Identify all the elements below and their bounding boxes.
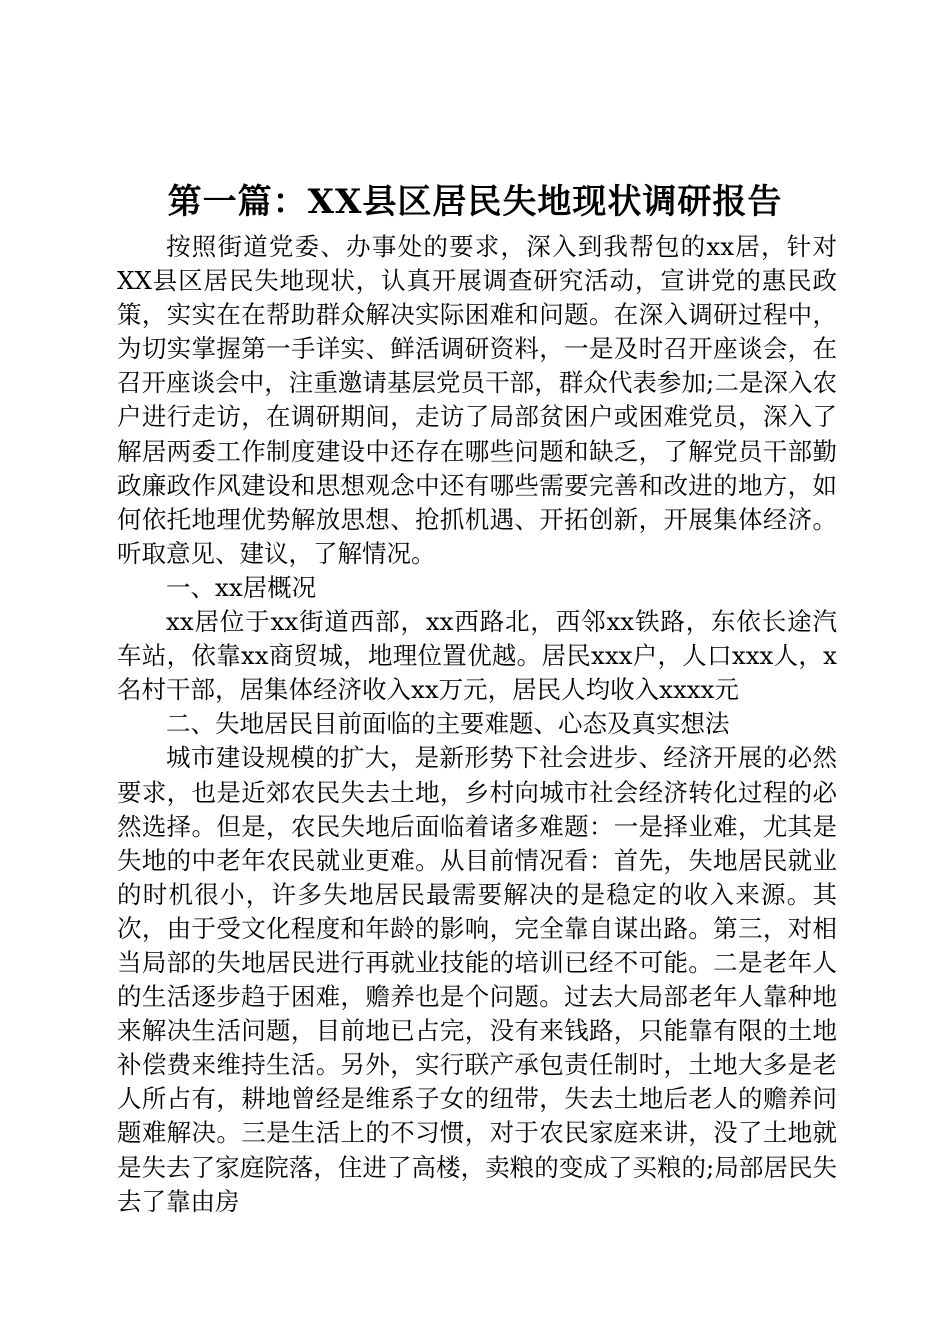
section-heading-overview: 一、xx居概况 [166, 572, 317, 602]
difficulties-paragraph: 城市建设规模的扩大，是新形势下社会进步、经济开展的必然要求，也是近郊农民失去土地，乡村向城市社会经济转化过程的必然选择。但是，农民失地后面临着诸多难题：一是择业难，尤其是失地的中老年农民就业更难。从目前情况看：首先，失地居民就业的时机很小，许多失地居民最需要解决的是稳定的收入来源。其次，由于受文化程度和年龄的影响，完全靠自谋出路。第三，对相当局部的失地居民进行再就业技能的培训已经不可能。二是老年人的生活逐步趋于困难，赡养也是个问题。过去大局部老年人靠种地来解决生活问题，目前地已占完，没有来钱路，只能靠有限的土地补偿费来维持生活。另外，实行联产承包责任制时，土地大多是老人所占有，耕地曾经是维系子女的纽带，失去土地后老人的赡养问题难解决。三是生活上的不习惯，对于农民家庭来讲，没了土地就是失去了家庭院落，住进了高楼，卖粮的变成了买粮的;局部居民失去了靠由房 [117, 743, 837, 1216]
section-heading-difficulties: 二、失地居民目前面临的主要难题、心态及真实想法 [166, 709, 730, 739]
intro-paragraph: 按照街道党委、办事处的要求，深入到我帮包的xx居，针对XX县区居民失地现状，认真开展调查研究活动，宣讲党的惠民政策，实实在在帮助群众解决实际困难和问题。在深入调研过程中，为切实掌握第一手详实、鲜活调研资料，一是及时召开座谈会，在召开座谈会中，注重邀请基层党员干部，群众代表参加;二是深入农户进行走访，在调研期间，走访了局部贫困户或困难党员，深入了解居两委工作制度建设中还存在哪些问题和缺乏，了解党员干部勤政廉政作风建设和思想观念中还有哪些需要完善和改进的地方，如何依托地理优势解放思想、抢抓机遇、开拓创新，开展集体经济。听取意见、建议，了解情况。 [117, 232, 837, 568]
document-title: 第一篇：XX县区居民失地现状调研报告 [167, 182, 783, 222]
overview-paragraph: xx居位于xx街道西部，xx西路北，西邻xx铁路，东依长途汽车站，依靠xx商贸城，地理位置优越。居民xxx户，人口xxx人，x名村干部，居集体经济收入xx万元，居民人均收入xxxx元 [117, 607, 837, 705]
document-body [117, 230, 837, 1219]
